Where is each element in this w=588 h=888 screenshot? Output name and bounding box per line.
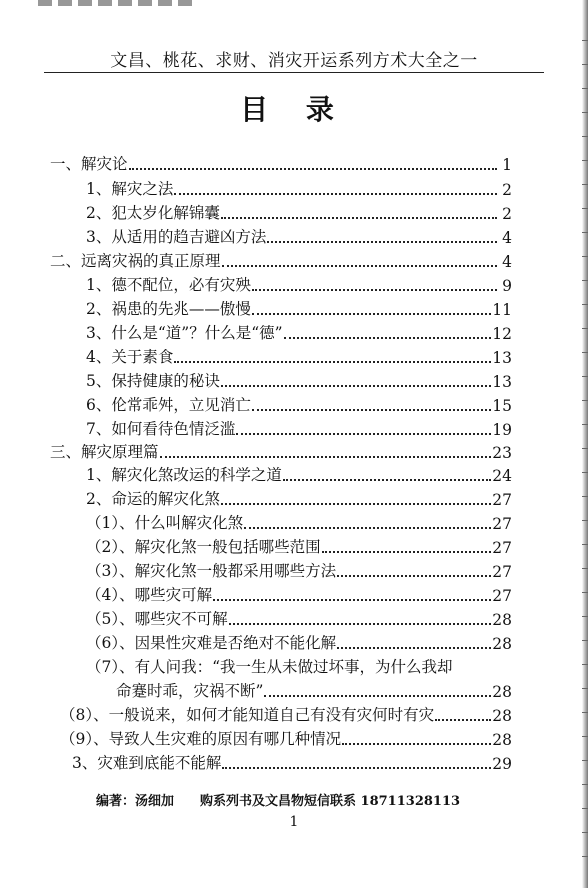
scan-edge-mark (582, 736, 588, 737)
toc-entry-label: 1、解灾化煞改运的科学之道 (86, 466, 282, 484)
toc-entry (50, 249, 512, 271)
toc-leader-dots (174, 193, 497, 195)
scan-edge-mark (582, 856, 588, 857)
toc-entry-page: 27 (492, 515, 512, 533)
toc-entry-label: （6）、因果性灾难是否绝对不能化解 (86, 634, 337, 652)
toc-entry-label: 3、灾难到底能不能解 (72, 754, 222, 772)
scan-edge-mark (582, 424, 588, 425)
scan-edge-mark (582, 160, 588, 161)
toc-entry (86, 225, 512, 247)
toc-entry (86, 559, 512, 581)
header-rule (44, 72, 544, 73)
scan-edge-mark (582, 40, 588, 41)
scan-edge-mark (582, 280, 588, 281)
footer-author: 编著：汤细加 (96, 794, 175, 809)
footer (96, 790, 460, 809)
toc-entry-page: 27 (492, 587, 512, 605)
toc-entry (86, 607, 512, 629)
toc-leader-dots (229, 623, 492, 625)
scan-edge-mark (582, 832, 588, 833)
toc-entry (86, 655, 512, 677)
toc-entry-label: （1）、什么叫解灾化煞 (86, 514, 244, 532)
scan-edge-mark (582, 472, 588, 473)
toc-leader-dots (221, 217, 497, 219)
scan-edge-mark (582, 400, 588, 401)
page-number: 1 (289, 814, 299, 830)
scan-edge-mark (582, 640, 588, 641)
scan-edge-mark (582, 328, 588, 329)
toc-entry (86, 583, 512, 605)
toc-entry (116, 679, 512, 701)
toc-leader-dots (322, 551, 492, 553)
scan-edge-mark (582, 568, 588, 569)
toc-entry-page: 28 (492, 707, 512, 725)
toc-leader-dots (129, 168, 497, 170)
toc-leader-dots (284, 337, 492, 339)
toc-entry-label: 2、犯太岁化解锦囊 (86, 204, 220, 222)
toc-entry-page: 28 (492, 635, 512, 653)
toc-leader-dots (264, 695, 491, 697)
toc-leader-dots (221, 503, 491, 505)
toc-entry-label: 7、如何看待色情泛滥 (86, 420, 236, 438)
scan-edge-mark (582, 592, 588, 593)
toc-entry-label: 2、祸患的先兆——傲慢 (86, 300, 251, 318)
footer-contact: 购系列书及文昌物短信联系 18711328113 (200, 794, 461, 809)
scan-edge-mark (582, 136, 588, 137)
toc-entry (86, 487, 512, 509)
scan-edge-mark (582, 256, 588, 257)
toc-entry-label: 5、保持健康的秘诀 (86, 372, 220, 390)
toc-leader-dots (283, 479, 491, 481)
toc-entry-label: （4）、哪些灾可解 (86, 586, 213, 604)
toc-entry-label: 1、德不配位，必有灾殃 (86, 276, 251, 294)
toc-entry-page: 2 (502, 205, 512, 223)
toc-entry (86, 393, 512, 415)
toc-entry (86, 297, 512, 319)
toc-entry (86, 511, 512, 533)
toc-entry (60, 703, 512, 725)
toc-entry (86, 463, 512, 485)
toc-entry-page: 24 (492, 467, 512, 485)
toc-entry (86, 345, 512, 367)
toc-entry-page: 1 (502, 156, 512, 174)
toc-entry-page: 28 (492, 683, 512, 701)
toc-entry-page: 15 (492, 397, 512, 415)
toc-leader-dots (252, 313, 491, 315)
toc-entry-page: 13 (492, 349, 512, 367)
toc-leader-dots (236, 433, 491, 435)
scan-edge-mark (582, 616, 588, 617)
scan-edge-mark (582, 184, 588, 185)
toc-entry (50, 152, 512, 174)
toc-entry-label: 3、什么是“道”？什么是“德” (86, 324, 283, 342)
scan-edge-mark (582, 760, 588, 761)
toc-entry-page: 28 (492, 731, 512, 749)
toc-entry-label: 2、命运的解灾化煞 (86, 490, 220, 508)
toc-leader-dots (222, 265, 497, 267)
toc-leader-dots (244, 527, 491, 529)
scan-edge-mark (582, 208, 588, 209)
scan-edge-mark (582, 784, 588, 785)
toc-entry-label: 命蹇时乖，灾祸不断” (116, 682, 264, 700)
toc-entry-label: （2）、解灾化煞一般包括哪些范围 (86, 538, 321, 556)
toc-entry-label: 4、关于素食 (86, 348, 174, 366)
scan-edge-mark (582, 544, 588, 545)
toc-entry-page: 4 (502, 253, 512, 271)
toc-entry-page: 27 (492, 563, 512, 581)
page-title: 目 录 (240, 93, 348, 126)
scan-edge-mark (582, 232, 588, 233)
toc-entry-label: 1、解灾之法 (86, 180, 174, 198)
toc-entry-page: 13 (492, 373, 512, 391)
toc-leader-dots (435, 719, 491, 721)
toc-entry-page: 11 (492, 301, 512, 319)
toc-entry (60, 727, 512, 749)
toc-leader-dots (174, 361, 491, 363)
toc-entry-label: 二、远离灾祸的真正原理 (50, 252, 221, 270)
toc-entry-page: 2 (502, 181, 512, 199)
toc-leader-dots (221, 385, 491, 387)
scan-edge-mark (582, 808, 588, 809)
scan-edge-mark (582, 520, 588, 521)
toc-entry-label: 3、从适用的趋吉避凶方法 (86, 228, 267, 246)
scan-edge-mark (582, 664, 588, 665)
toc-entry-page: 9 (502, 277, 512, 295)
toc-entry (72, 751, 512, 773)
toc-entry-label: 三、解灾原理篇 (50, 443, 159, 461)
scan-artifact (38, 0, 198, 6)
toc-leader-dots (252, 409, 491, 411)
toc-entry-label: （7）、有人问我：“我一生从未做过坏事，为什么我却 (86, 658, 453, 676)
toc-entry-page: 23 (492, 444, 512, 462)
running-header: 文昌、桃花、求财、消灾开运系列方术大全之一 (110, 51, 478, 71)
scan-edge-mark (582, 688, 588, 689)
toc-entry-label: （8）、一般说来，如何才能知道自己有没有灾何时有灾 (60, 706, 435, 724)
toc-entry (86, 631, 512, 653)
toc-entry (86, 321, 512, 343)
toc-leader-dots (252, 289, 497, 291)
scan-edge-mark (582, 88, 588, 89)
toc-leader-dots (337, 647, 491, 649)
toc-leader-dots (160, 456, 492, 458)
toc-entry-page: 12 (492, 325, 512, 343)
toc-leader-dots (337, 575, 491, 577)
scan-edge (582, 0, 588, 888)
toc-entry (86, 535, 512, 557)
scan-edge-mark (582, 496, 588, 497)
scan-edge-mark (582, 352, 588, 353)
scan-edge-mark (582, 304, 588, 305)
toc-entry-page: 29 (492, 755, 512, 773)
scan-edge-mark (582, 448, 588, 449)
toc-leader-dots (342, 743, 491, 745)
toc-entry-label: （9）、导致人生灾难的原因有哪几种情况 (60, 730, 342, 748)
toc-entry (86, 417, 512, 439)
toc-entry-label: （5）、哪些灾不可解 (86, 610, 228, 628)
toc-entry-label: （3）、解灾化煞一般都采用哪些方法 (86, 562, 337, 580)
toc-entry (86, 201, 512, 223)
toc-entry-page: 27 (492, 539, 512, 557)
toc-leader-dots (213, 599, 491, 601)
toc-entry (50, 440, 512, 462)
toc-entry (86, 177, 512, 199)
toc-entry-page: 4 (502, 229, 512, 247)
scan-edge-mark (582, 112, 588, 113)
toc-entry (86, 273, 512, 295)
toc-entry-label: 一、解灾论 (50, 155, 128, 173)
scan-edge-mark (582, 712, 588, 713)
toc-entry (86, 369, 512, 391)
toc-leader-dots (222, 767, 491, 769)
scan-edge-mark (582, 64, 588, 65)
toc-entry-page: 27 (492, 491, 512, 509)
scan-edge-mark (582, 376, 588, 377)
toc-leader-dots (267, 241, 497, 243)
toc-entry-page: 19 (492, 421, 512, 439)
toc-entry-label: 6、伦常乖舛，立见消亡 (86, 396, 251, 414)
toc-entry-page: 28 (492, 611, 512, 629)
